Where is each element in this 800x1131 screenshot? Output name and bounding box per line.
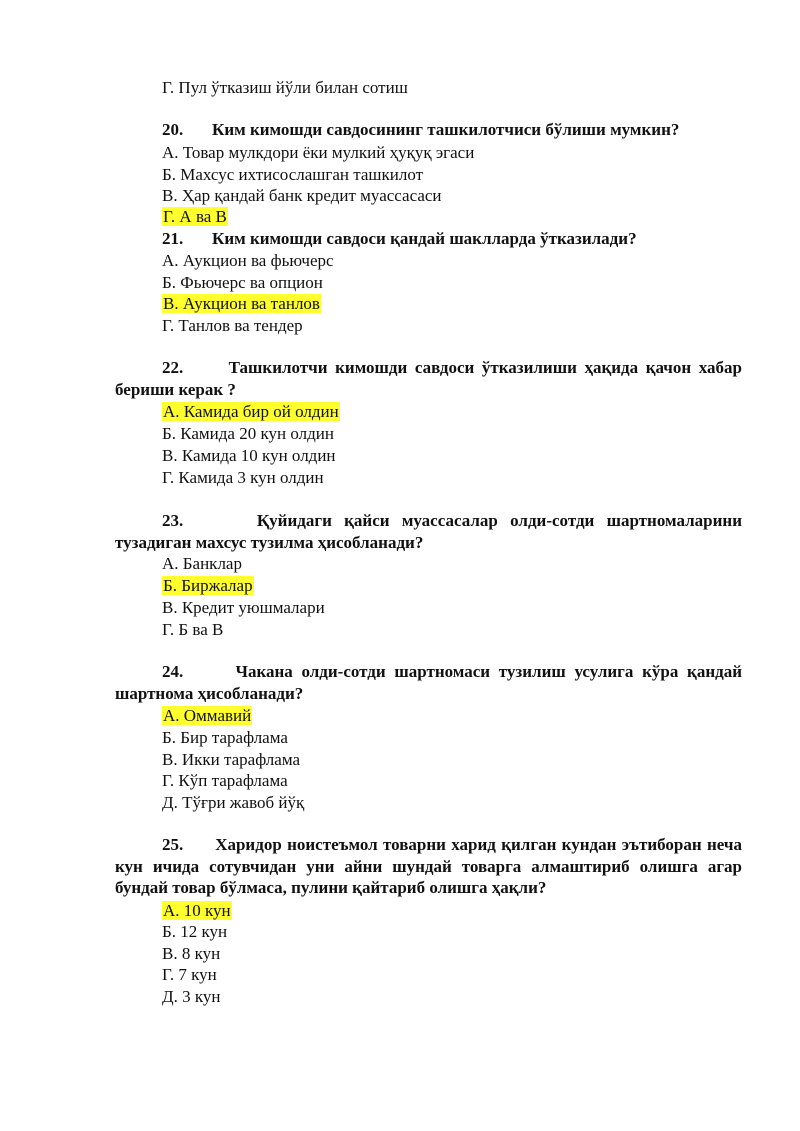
question-number: 22. xyxy=(162,358,184,377)
option-correct xyxy=(162,900,232,921)
option: В. Ҳар қандай банк кредит муассасаси xyxy=(162,186,442,205)
question-number: 25. xyxy=(162,835,184,854)
question-number: 24. xyxy=(162,662,184,681)
option-correct xyxy=(162,206,228,227)
option-correct xyxy=(162,575,254,596)
option: Г. Б ва В xyxy=(162,620,224,639)
question-number: 20. xyxy=(162,120,184,139)
option: В. Камида 10 кун олдин xyxy=(162,446,336,465)
answer-highlight: А. 10 кун xyxy=(163,901,231,920)
question-text: Ким кимошди савдоси қандай шаклларда ўтказилади? xyxy=(212,229,637,248)
option: Г. Камида 3 кун олдин xyxy=(162,468,324,487)
option: Б. Бир тарафлама xyxy=(162,728,288,747)
option: Г. 7 кун xyxy=(162,965,217,984)
option: А. Товар мулкдори ёки мулкий ҳуқуқ эгаси xyxy=(162,143,475,162)
question-text: Ташкилотчи кимошди савдоси ўтказилиши ҳақида қачон хабар бериши керак ? xyxy=(115,358,742,399)
option-correct xyxy=(162,293,321,314)
option: В. 8 кун xyxy=(162,944,221,963)
option: Д. 3 кун xyxy=(162,987,221,1006)
question-24 xyxy=(115,661,742,704)
option: Б. 12 кун xyxy=(162,922,228,941)
question-text: Харидор ноистеъмол товарни харид қилган кундан эътиборан неча кун ичида сотувчидан уни айни шундай товарга алмаштириб олишга агар бундай товар бўлмаса, пулини қайтариб олишга ҳақли? xyxy=(115,835,742,897)
option: Б. Махсус ихтисослашган ташкилот xyxy=(162,165,424,184)
question-23 xyxy=(115,510,742,553)
option: Б. Камида 20 кун олдин xyxy=(162,424,334,443)
option: Д. Тўғри жавоб йўқ xyxy=(162,793,305,812)
option-correct xyxy=(162,401,340,422)
question-number: 21. xyxy=(162,229,184,248)
option: Г. Танлов ва тендер xyxy=(162,316,303,335)
question-text: Қуйидаги қайси муассасалар олди-сотди шартномаларини тузадиган махсус тузилма ҳисобланади? xyxy=(115,511,742,552)
answer-highlight: Г. А ва В xyxy=(163,207,227,226)
answer-highlight: В. Аукцион ва танлов xyxy=(163,294,320,313)
question-22 xyxy=(115,357,742,400)
question-25 xyxy=(115,834,742,899)
question-20 xyxy=(162,119,742,141)
option: А. Аукцион ва фьючерс xyxy=(162,251,334,270)
question-text: Ким кимошди савдосининг ташкилотчиси бўлиши мумкин? xyxy=(212,120,680,139)
option: В. Икки тарафлама xyxy=(162,750,301,769)
option: А. Банклар xyxy=(162,554,242,573)
option: Б. Фьючерс ва опцион xyxy=(162,273,323,292)
answer-highlight: А. Оммавий xyxy=(163,706,252,725)
option: В. Кредит уюшмалари xyxy=(162,598,325,617)
option: Г. Кўп тарафлама xyxy=(162,771,288,790)
previous-option: Г. Пул ўтказиш йўли билан сотиш xyxy=(162,78,408,97)
answer-highlight: А. Камида бир ой олдин xyxy=(163,402,339,421)
question-text: Чакана олди-сотди шартномаси тузилиш усулига кўра қандай шартнома ҳисобланади? xyxy=(115,662,743,703)
answer-highlight: Б. Биржалар xyxy=(163,576,253,595)
question-number: 23. xyxy=(162,511,184,530)
question-21 xyxy=(162,228,742,250)
option-correct xyxy=(162,705,252,726)
